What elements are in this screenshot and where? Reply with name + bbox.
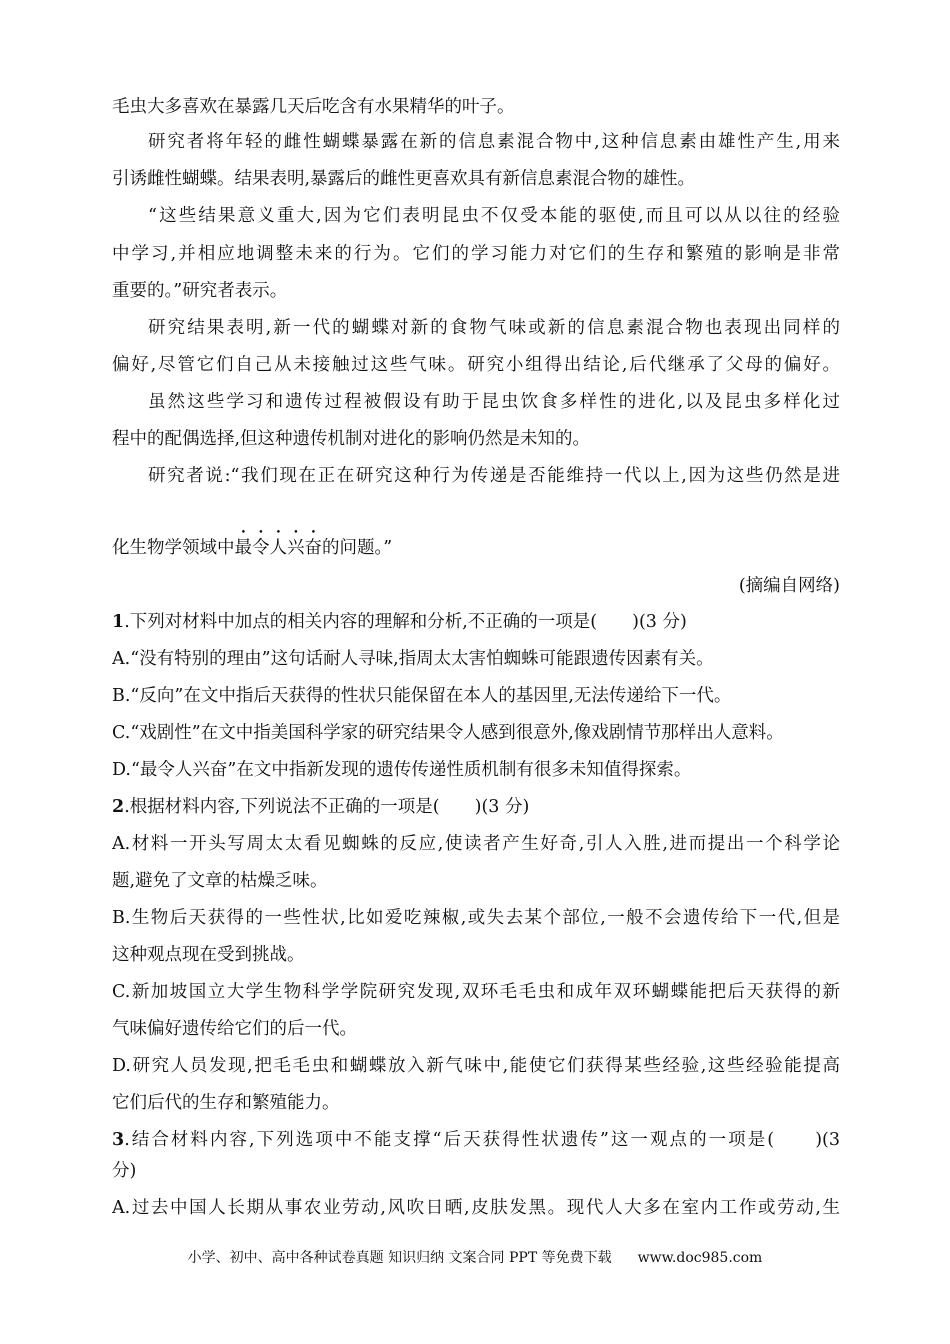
- paragraph-line: 虽然这些学习和遗传过程被假设有助于昆虫饮食多样性的进化,以及昆虫多样化过: [148, 392, 840, 412]
- question-1-stem: [112, 610, 840, 634]
- question-text: .下列对材料中加点的相关内容的理解和分析,不正确的一项是( )(3 分): [124, 612, 687, 632]
- question-1-option-d: D.“最令人兴奋”在文中指新发现的遗传传递性质机制有很多未知值得探索。: [112, 760, 692, 780]
- question-number: 3: [112, 1130, 125, 1150]
- question-2-option-d-cont: 它们后代的生存和繁殖能力。: [112, 1093, 340, 1113]
- paragraph-line: 毛虫大多喜欢在暴露几天后吃含有水果精华的叶子。: [112, 97, 515, 117]
- source-note: (摘编自网络): [738, 576, 840, 596]
- question-3-stem-cont: 分): [112, 1161, 137, 1181]
- question-2-option-c: C.新加坡国立大学生物科学学院研究发现,双环毛毛虫和成年双环蝴蝶能把后天获得的新: [112, 982, 840, 1002]
- question-1-option-b: B.“反向”在文中指后天获得的性状只能保留在本人的基因里,无法传递给下一代。: [112, 686, 732, 706]
- question-2-option-a-cont: 题,避免了文章的枯燥乏味。: [112, 871, 328, 891]
- question-1-option-c: C.“戏剧性”在文中指美国科学家的研究结果令人感到很意外,像戏剧情节那样出人意料。: [112, 723, 784, 743]
- question-number: 1: [112, 612, 125, 632]
- page-footer: [0, 1248, 950, 1268]
- paragraph-line: 重要的。”研究者表示。: [112, 281, 288, 301]
- paragraph-line: 研究结果表明,新一代的蝴蝶对新的食物气味或新的信息素混合物也表现出同样的: [148, 318, 840, 338]
- emphasis-dotted-text: 最令人兴奋: [234, 538, 322, 558]
- question-3-option-a: A.过去中国人长期从事农业劳动,风吹日晒,皮肤发黑。现代人大多在室内工作或劳动,生: [112, 1198, 840, 1218]
- question-2-option-c-cont: 气味偏好遗传给它们的后一代。: [112, 1019, 357, 1039]
- paragraph-line: 研究者说:“我们现在正在研究这种行为传递是否能维持一代以上,因为这些仍然是进: [148, 466, 840, 486]
- paragraph-line: [112, 528, 840, 562]
- paragraph-line: “这些结果意义重大,因为它们表明昆虫不仅受本能的驱使,而且可以从以往的经验: [148, 206, 840, 226]
- footer-text: 小学、初中、高中各种试卷真题 知识归纳 文案合同 PPT 等免费下载: [187, 1250, 612, 1266]
- question-text: .根据材料内容,下列说法不正确的一项是( )(3 分): [124, 797, 530, 817]
- paragraph-line: 研究者将年轻的雌性蝴蝶暴露在新的信息素混合物中,这种信息素由雄性产生,用来: [148, 132, 840, 152]
- question-2-option-d: D.研究人员发现,把毛毛虫和蝴蝶放入新气味中,能使它们获得某些经验,这些经验能提高: [112, 1056, 840, 1076]
- paragraph-line: 中学习,并相应地调整未来的行为。它们的学习能力对它们的生存和繁殖的影响是非常: [112, 244, 840, 264]
- question-1-option-a: A.“没有特别的理由”这句话耐人寻味,指周太太害怕蜘蛛可能跟遗传因素有关。: [112, 649, 714, 669]
- question-number: 2: [112, 797, 125, 817]
- question-3-stem: [112, 1128, 840, 1152]
- paragraph-line: 程中的配偶选择,但这种遗传机制对进化的影响仍然是未知的。: [112, 429, 591, 449]
- text-span: 化生物学领域中: [112, 538, 235, 558]
- question-text: .结合材料内容,下列选项中不能支撑“后天获得性状遗传”这一观点的一项是( )(3: [124, 1130, 840, 1150]
- paragraph-line: 偏好,尽管它们自己从未接触过这些气味。研究小组得出结论,后代继承了父母的偏好。: [112, 355, 840, 375]
- text-span: 的问题。”: [322, 538, 393, 558]
- question-2-option-a: A.材料一开头写周太太看见蜘蛛的反应,使读者产生好奇,引人入胜,进而提出一个科学论: [112, 834, 840, 854]
- paragraph-line: 引诱雌性蝴蝶。结果表明,暴露后的雌性更喜欢具有新信息素混合物的雄性。: [112, 169, 696, 189]
- question-2-option-b: B.生物后天获得的一些性状,比如爱吃辣椒,或失去某个部位,一般不会遗传给下一代,但是: [112, 908, 840, 928]
- question-2-option-b-cont: 这种观点现在受到挑战。: [112, 945, 305, 965]
- footer-link[interactable]: www.doc985.com: [637, 1250, 763, 1266]
- question-2-stem: [112, 795, 840, 819]
